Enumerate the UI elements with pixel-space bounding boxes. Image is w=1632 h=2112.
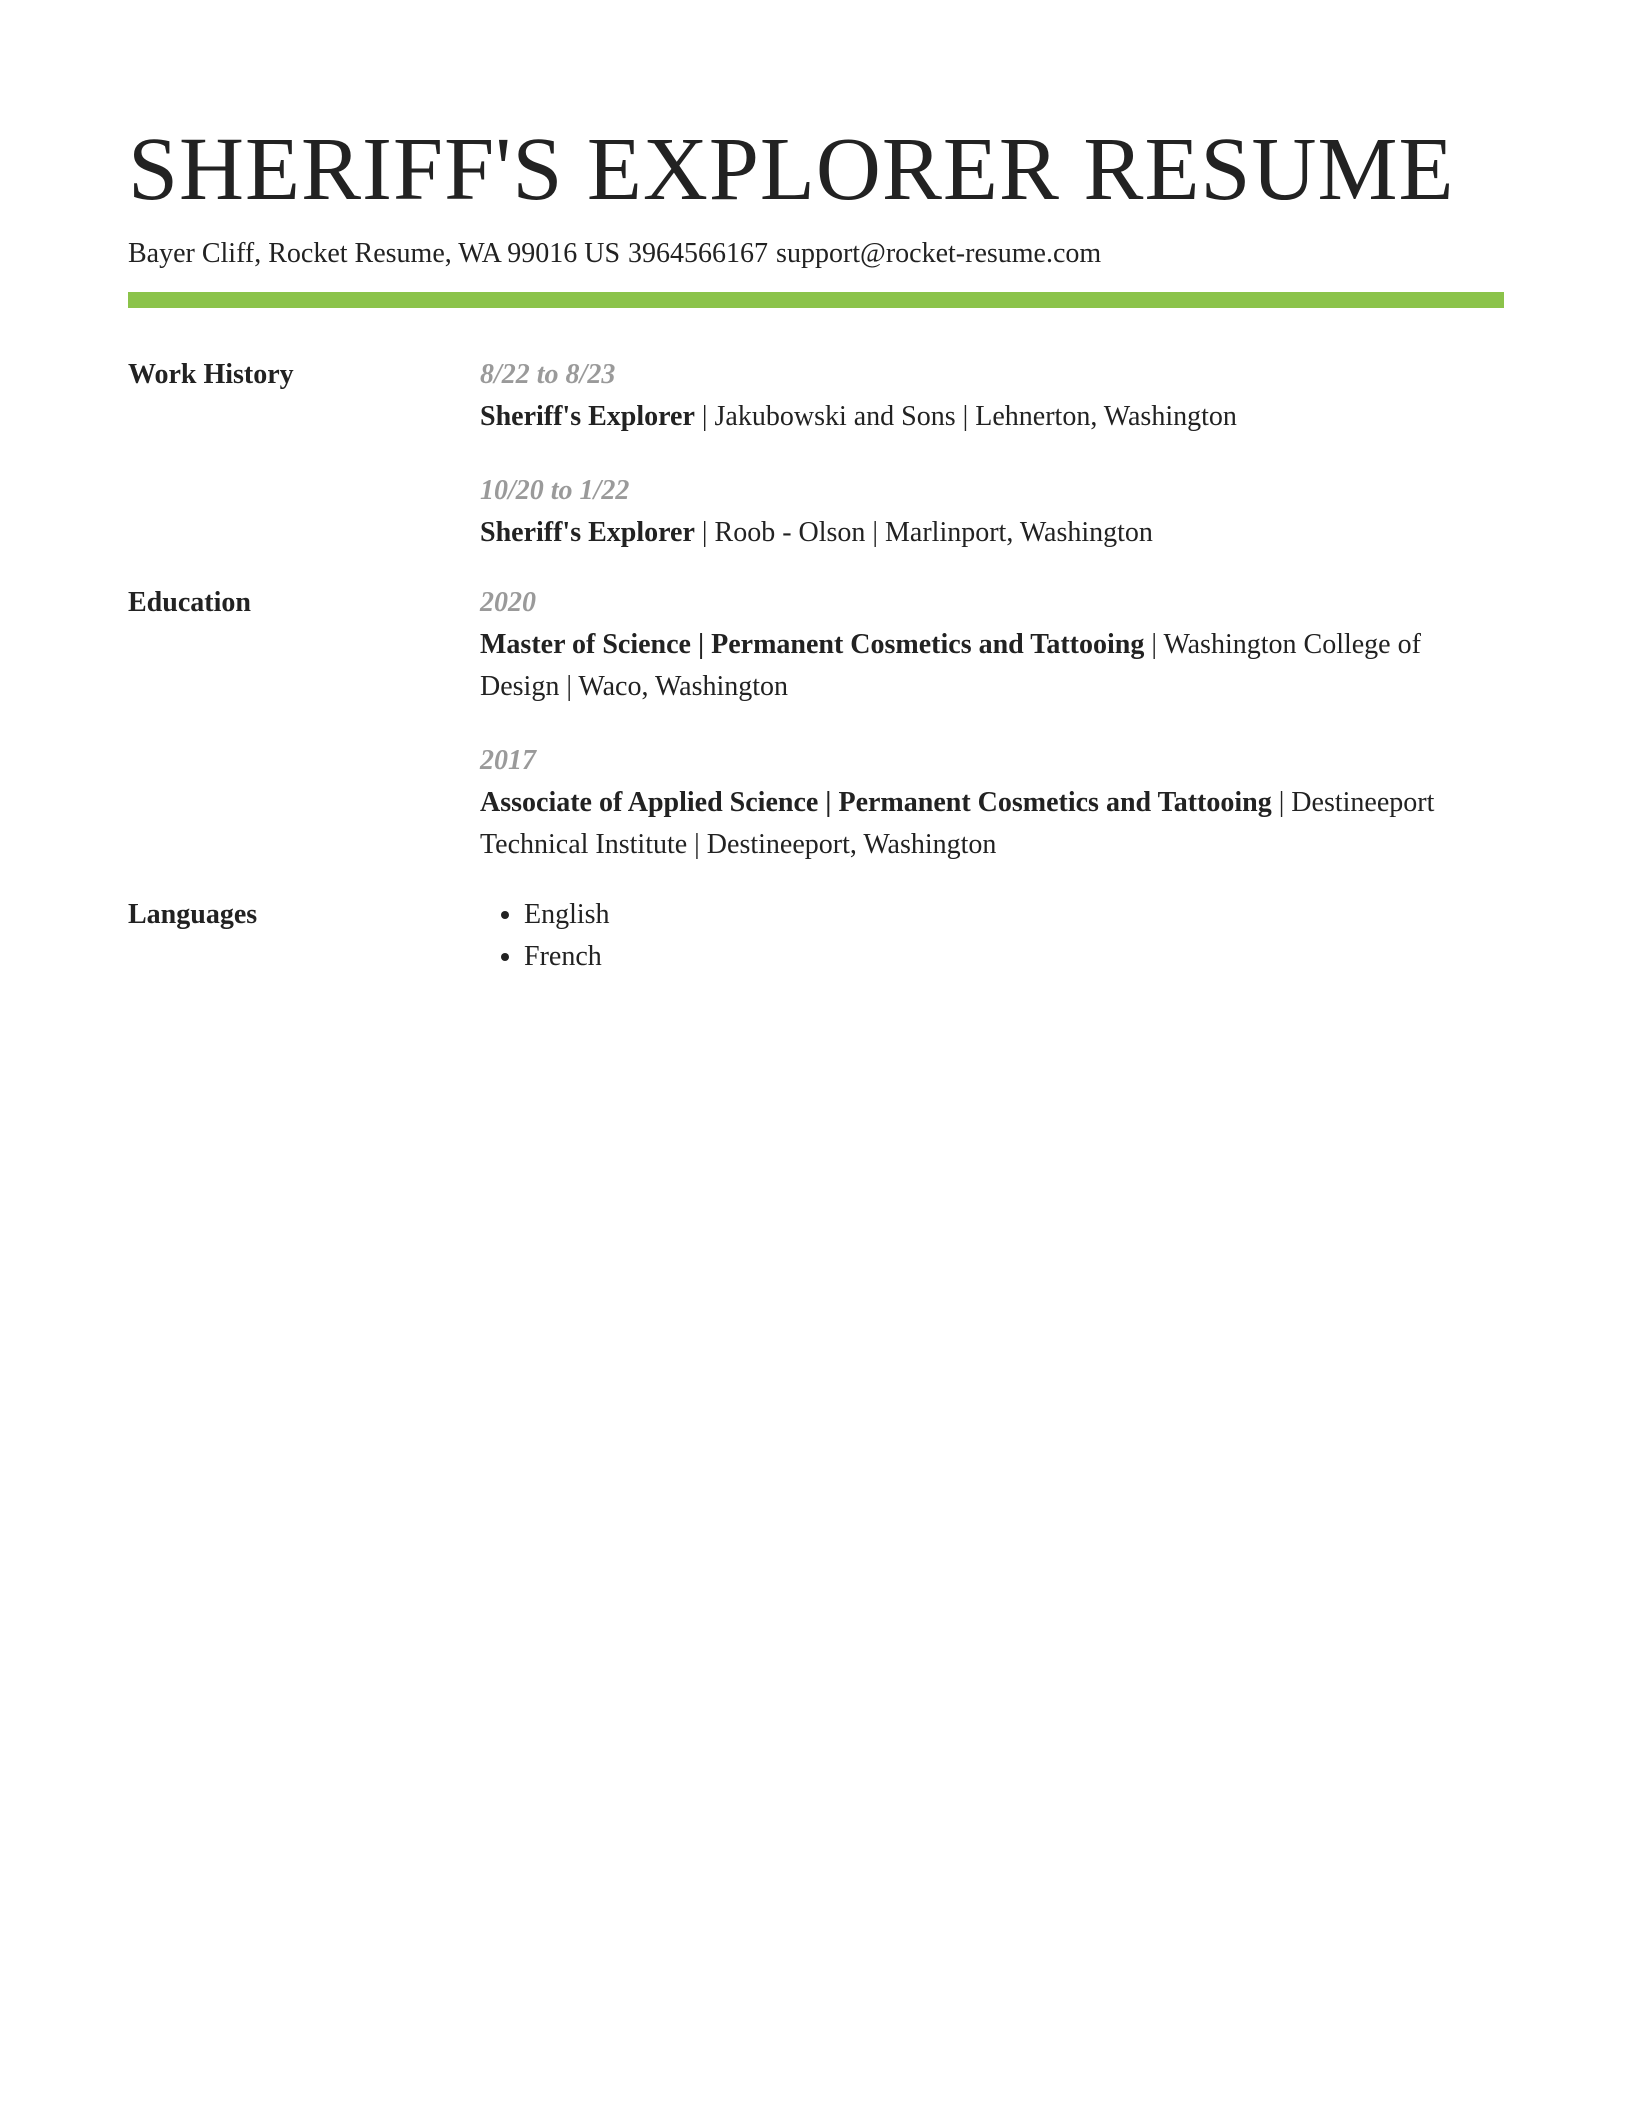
education-entry <box>480 582 1504 708</box>
work-entry-title: Sheriff's Explorer <box>480 517 695 548</box>
work-history-section <box>128 354 1504 554</box>
education-entry-details: | Washington College of Design | Waco, Washington <box>480 629 1421 702</box>
work-entry <box>480 354 1504 438</box>
work-entry-line <box>480 396 1504 438</box>
education-entry-details: | Destineeport Technical Institute | Destineeport, Washington <box>480 787 1435 860</box>
language-item: • English <box>524 894 1504 936</box>
languages-section <box>128 894 1504 978</box>
work-entry-title: Sheriff's Explorer <box>480 401 695 432</box>
education-heading: Education <box>128 587 251 618</box>
contact-address: Bayer Cliff, Rocket Resume, WA 99016 US <box>128 238 621 269</box>
education-entry-line <box>480 782 1504 866</box>
work-history-heading: Work History <box>128 359 294 390</box>
contact-line <box>128 234 1504 274</box>
education-entries <box>480 582 1504 866</box>
work-entry-line <box>480 512 1504 554</box>
education-entry-degree: Associate of Applied Science | Permanent Cosmetics and Tattooing <box>480 787 1272 818</box>
education-entry-year: 2017 <box>480 745 536 776</box>
language-item: • French <box>524 936 1504 978</box>
education-entry <box>480 740 1504 866</box>
work-entry-details: | Roob - Olson | Marlinport, Washington <box>694 517 1153 548</box>
work-history-entries <box>480 354 1504 554</box>
languages-list <box>480 894 1504 978</box>
contact-email: support@rocket-resume.com <box>776 238 1102 269</box>
languages-list-wrap <box>480 894 1504 978</box>
accent-divider <box>128 292 1504 308</box>
education-entry-year: 2020 <box>480 587 536 618</box>
work-entry-details: | Jakubowski and Sons | Lehnerton, Washington <box>694 401 1237 432</box>
education-entry-degree: Master of Science | Permanent Cosmetics and Tattooing <box>480 629 1145 660</box>
education-entry-line <box>480 624 1504 708</box>
contact-phone: 3964566167 <box>628 238 769 269</box>
work-entry-dates: 8/22 to 8/23 <box>480 359 616 390</box>
work-entry <box>480 470 1504 554</box>
education-section <box>128 582 1504 866</box>
languages-heading: Languages <box>128 899 258 930</box>
resume-title: SHERIFF'S EXPLORER RESUME <box>128 120 1455 219</box>
work-entry-dates: 10/20 to 1/22 <box>480 475 630 506</box>
